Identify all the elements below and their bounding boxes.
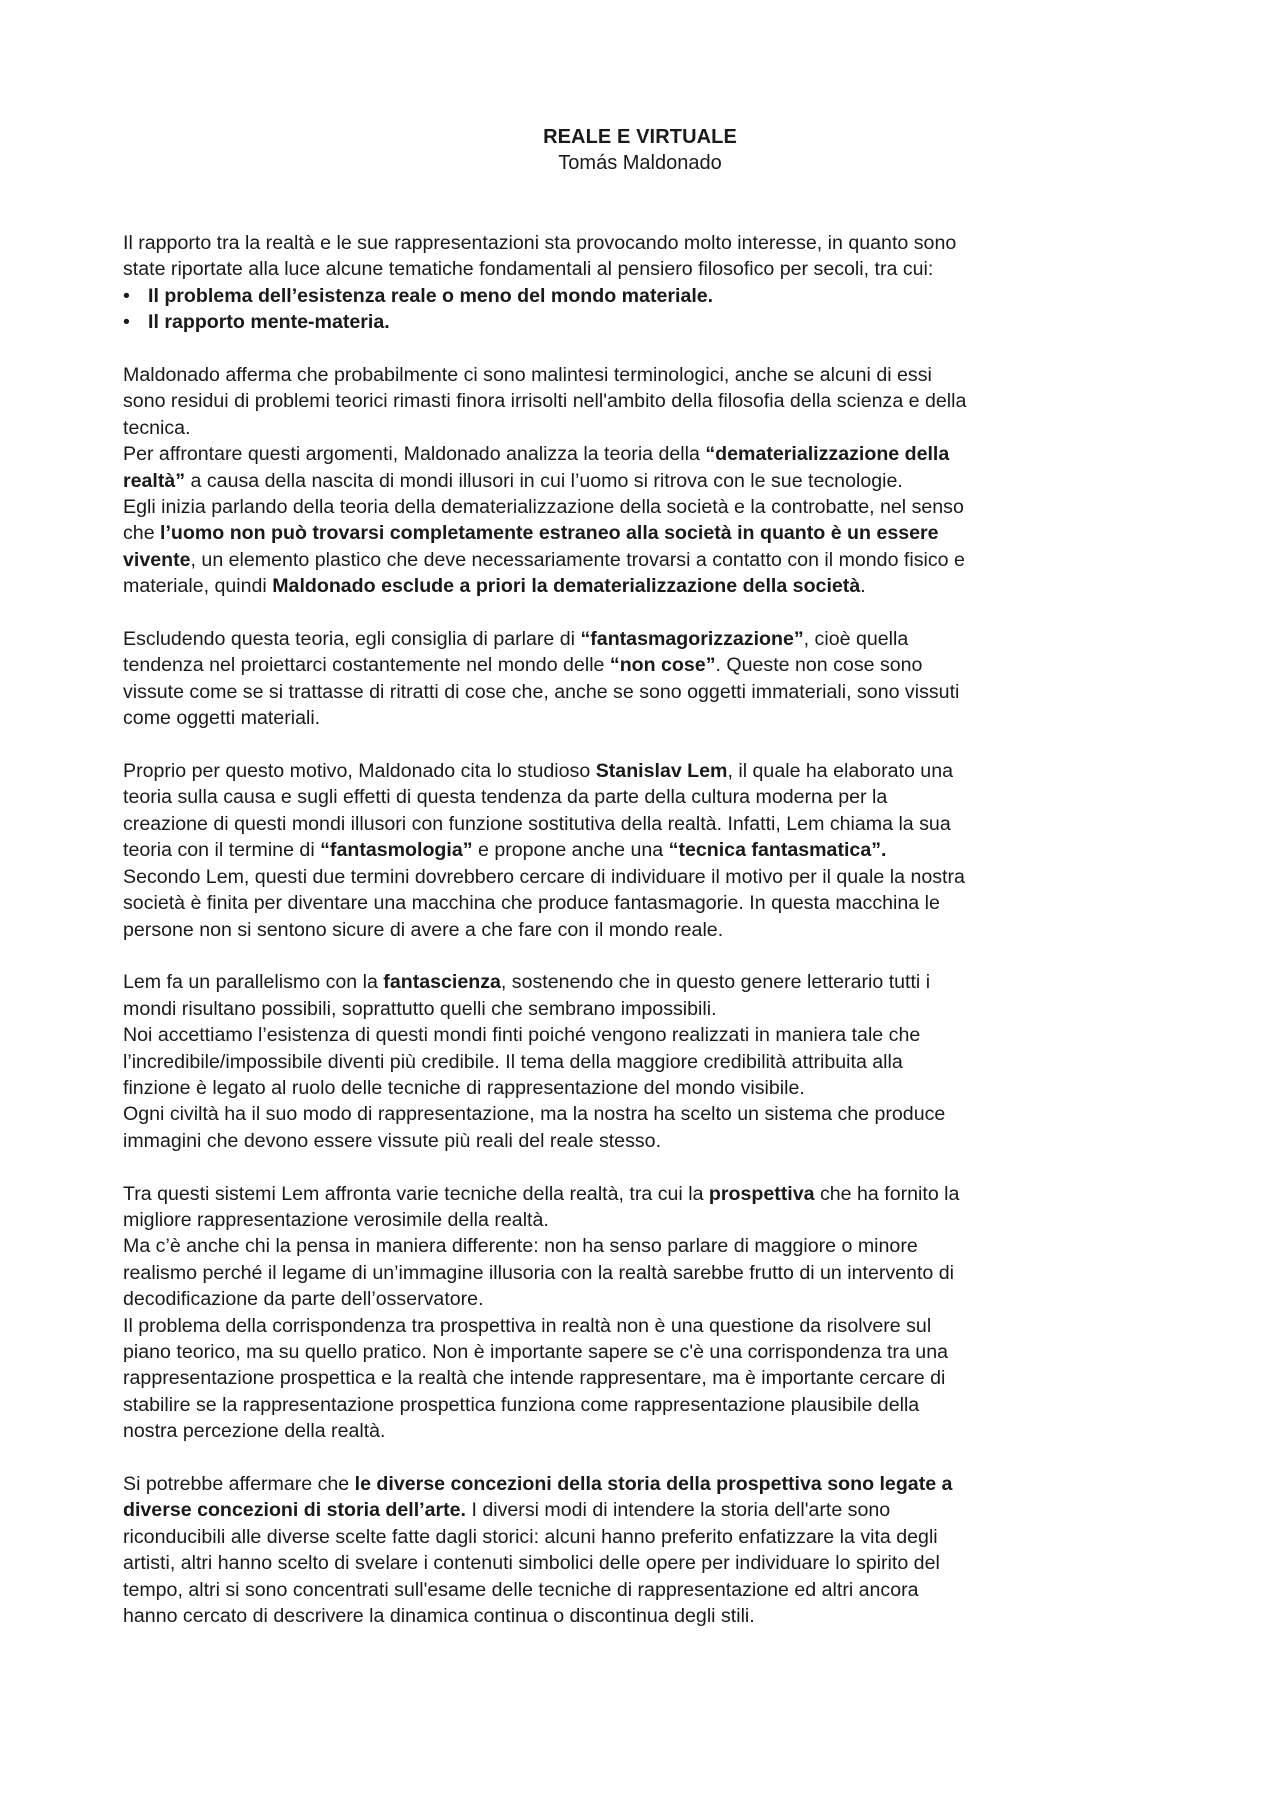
text-line: persone non si sentono sicure di avere a che fare con il mondo reale. [123, 918, 724, 941]
text-line: teoria con il termine di “fantasmologia” e propone anche una “tecnica fantasmatica”. [123, 839, 887, 862]
text-line: Secondo Lem, questi due termini dovrebbero cercare di individuare il motivo per il quale la nostra [123, 865, 965, 888]
text-line: state riportate alla luce alcune tematiche fondamentali al pensiero filosofico per secoli, tra cui: [123, 258, 934, 281]
text-line: sono residui di problemi teorici rimasti finora irrisolti nell'ambito della filosofia della scienza e della [123, 390, 967, 413]
bold-term: vivente [123, 548, 191, 571]
paragraph-terminology [123, 362, 1173, 600]
text-line: vissute come se si trattasse di ritratti di cose che, anche se sono oggetti immateriali, sono vissuti [123, 680, 960, 703]
text-line: realismo perché il legame di un’immagine illusoria con la realtà sarebbe frutto di un intervento di [123, 1261, 954, 1284]
bold-term: prospettiva [708, 1182, 815, 1205]
document-author: Tomás Maldonado [558, 152, 722, 174]
text-line: come oggetti materiali. [123, 707, 321, 730]
paragraph-prospettiva [123, 1181, 1173, 1445]
bold-term: fantascienza [383, 971, 501, 994]
text-line: Lem fa un parallelismo con la fantascienza, sostenendo che in questo genere letterario tutti i [123, 971, 931, 994]
text-line: Si potrebbe affermare che le diverse concezioni della storia della prospettiva sono legate a [123, 1473, 953, 1495]
document-title: REALE E VIRTUALE [543, 126, 737, 148]
text-line: che l’uomo non può trovarsi completamente estraneo alla società in quanto è un essere [123, 522, 939, 545]
text-line: Il problema della corrispondenza tra prospettiva in realtà non è una questione da risolvere sul [123, 1314, 932, 1337]
bullet-item [123, 309, 1173, 335]
bold-term: “tecnica fantasmatica” [668, 839, 882, 862]
text-line: Tra questi sistemi Lem affronta varie tecniche della realtà, tra cui la prospettiva che ha fornito la [123, 1182, 960, 1205]
bold-term: le diverse concezioni della storia della prospettiva sono legate a [354, 1473, 953, 1495]
text-line: diverse concezioni di storia dell’arte. I diversi modi di intendere la storia dell'arte sono [123, 1499, 891, 1522]
text-line: vivente, un elemento plastico che deve necessariamente trovarsi a contatto con il mondo fisico e [123, 548, 965, 571]
text-line: creazione di questi mondi illusori con funzione sostitutiva della realtà. Infatti, Lem chiama la sua [123, 812, 951, 835]
bold-term: “fantasmagorizzazione” [580, 628, 804, 651]
text-line: Il rapporto tra la realtà e le sue rappresentazioni sta provocando molto interesse, in quanto sono [123, 232, 957, 254]
bold-term: Stanislav Lem [595, 760, 728, 783]
text-line: piano teorico, ma su quello pratico. Non è importante sapere se c'è una corrispondenza tra una [123, 1340, 948, 1363]
text-line: realtà” a causa della nascita di mondi illusori in cui l’uomo si ritrova con le sue tecnologie. [123, 469, 903, 492]
bold-term: realtà” [123, 469, 186, 492]
text-line: nostra percezione della realtà. [123, 1420, 386, 1443]
text-line: Escludendo questa teoria, egli consiglia di parlare di “fantasmagorizzazione”, cioè quella [123, 628, 909, 651]
bullet-icon: • [123, 311, 130, 334]
text-line: materiale, quindi Maldonado esclude a priori la dematerializzazione della società. [123, 575, 866, 598]
text-line: mondi risultano possibili, soprattutto quelli che sembrano impossibili. [123, 997, 717, 1020]
bold-term: “fantasmologia” [320, 839, 473, 862]
text-line: finzione è legato al ruolo delle tecniche di rappresentazione del mondo visibile. [123, 1076, 805, 1099]
text-line: artisti, altri hanno scelto di svelare i contenuti simbolici delle opere per individuare lo spirito del [123, 1552, 940, 1575]
text-line: tempo, altri si sono concentrati sull'esame delle tecniche di rappresentazione ed altri ancora [123, 1578, 919, 1601]
text-line: decodificazione da parte dell’osservatore. [123, 1288, 484, 1311]
text-line: Noi accettiamo l’esistenza di questi mondi finti poiché vengono realizzati in maniera tale che [123, 1024, 921, 1047]
text-line: hanno cercato di descrivere la dinamica continua o discontinua degli stili. [123, 1605, 755, 1628]
text-line: stabilire se la rappresentazione prospettica funziona come rappresentazione plausibile della [123, 1393, 920, 1416]
text-line: società è finita per diventare una macchina che produce fantasmagorie. In questa macchina le [123, 892, 940, 915]
text-line: tecnica. [123, 416, 191, 439]
text-line: Maldonado afferma che probabilmente ci sono malintesi terminologici, anche se alcuni di essi [123, 364, 932, 387]
text-line: teoria sulla causa e sugli effetti di questa tendenza da parte della cultura moderna per la [123, 786, 888, 809]
bullet-text: Il problema dell’esistenza reale o meno del mondo materiale. [148, 284, 714, 307]
bullet-icon: • [123, 284, 130, 307]
paragraph-intro [123, 230, 1173, 336]
text-line: Per affrontare questi argomenti, Maldonado analizza la teoria della “dematerializzazione della [123, 443, 950, 466]
paragraph-fantascienza [123, 969, 1173, 1154]
text-line: Egli inizia parlando della teoria della dematerializzazione della società e la controbatte, nel senso [123, 496, 964, 519]
text-line: Ogni civiltà ha il suo modo di rappresentazione, ma la nostra ha scelto un sistema che produce [123, 1103, 946, 1126]
text-line: immagini che devono essere vissute più reali del reale stesso. [123, 1129, 662, 1152]
bullet-item [123, 283, 1173, 309]
paragraph-storia-arte [123, 1471, 1173, 1629]
paragraph-fantasmagorizzazione [123, 626, 1173, 732]
text-line: riconducibili alle diverse scelte fatte dagli storici: alcuni hanno preferito enfatizzare la vita degli [123, 1525, 938, 1548]
text-line: migliore rappresentazione verosimile della realtà. [123, 1208, 549, 1231]
bullet-text: Il rapporto mente-materia. [148, 311, 390, 334]
paragraph-lem [123, 758, 1173, 943]
document-body [123, 230, 1173, 1656]
bold-term: Maldonado esclude a priori la dematerializzazione della società [272, 575, 861, 598]
bullet-list [123, 283, 1173, 336]
text-line: rappresentazione prospettica e la realtà che intende rappresentare, ma è importante cercare di [123, 1367, 946, 1390]
text-line: l’incredibile/impossibile diventi più credibile. Il tema della maggiore credibilità attribuita alla [123, 1050, 903, 1073]
document-header [0, 124, 1280, 176]
bold-term: “dematerializzazione della [705, 443, 950, 466]
bold-term: l’uomo non può trovarsi completamente estraneo alla società in quanto è un essere [160, 522, 939, 545]
text-line: tendenza nel proiettarci costantemente nel mondo delle “non cose”. Queste non cose sono [123, 654, 923, 677]
bold-term: diverse concezioni di storia dell’arte. [123, 1499, 467, 1522]
text-line: Ma c’è anche chi la pensa in maniera differente: non ha senso parlare di maggiore o minore [123, 1235, 918, 1258]
bold-term: “non cose” [609, 654, 716, 677]
text-line: Proprio per questo motivo, Maldonado cita lo studioso Stanislav Lem, il quale ha elaborato una [123, 760, 953, 783]
